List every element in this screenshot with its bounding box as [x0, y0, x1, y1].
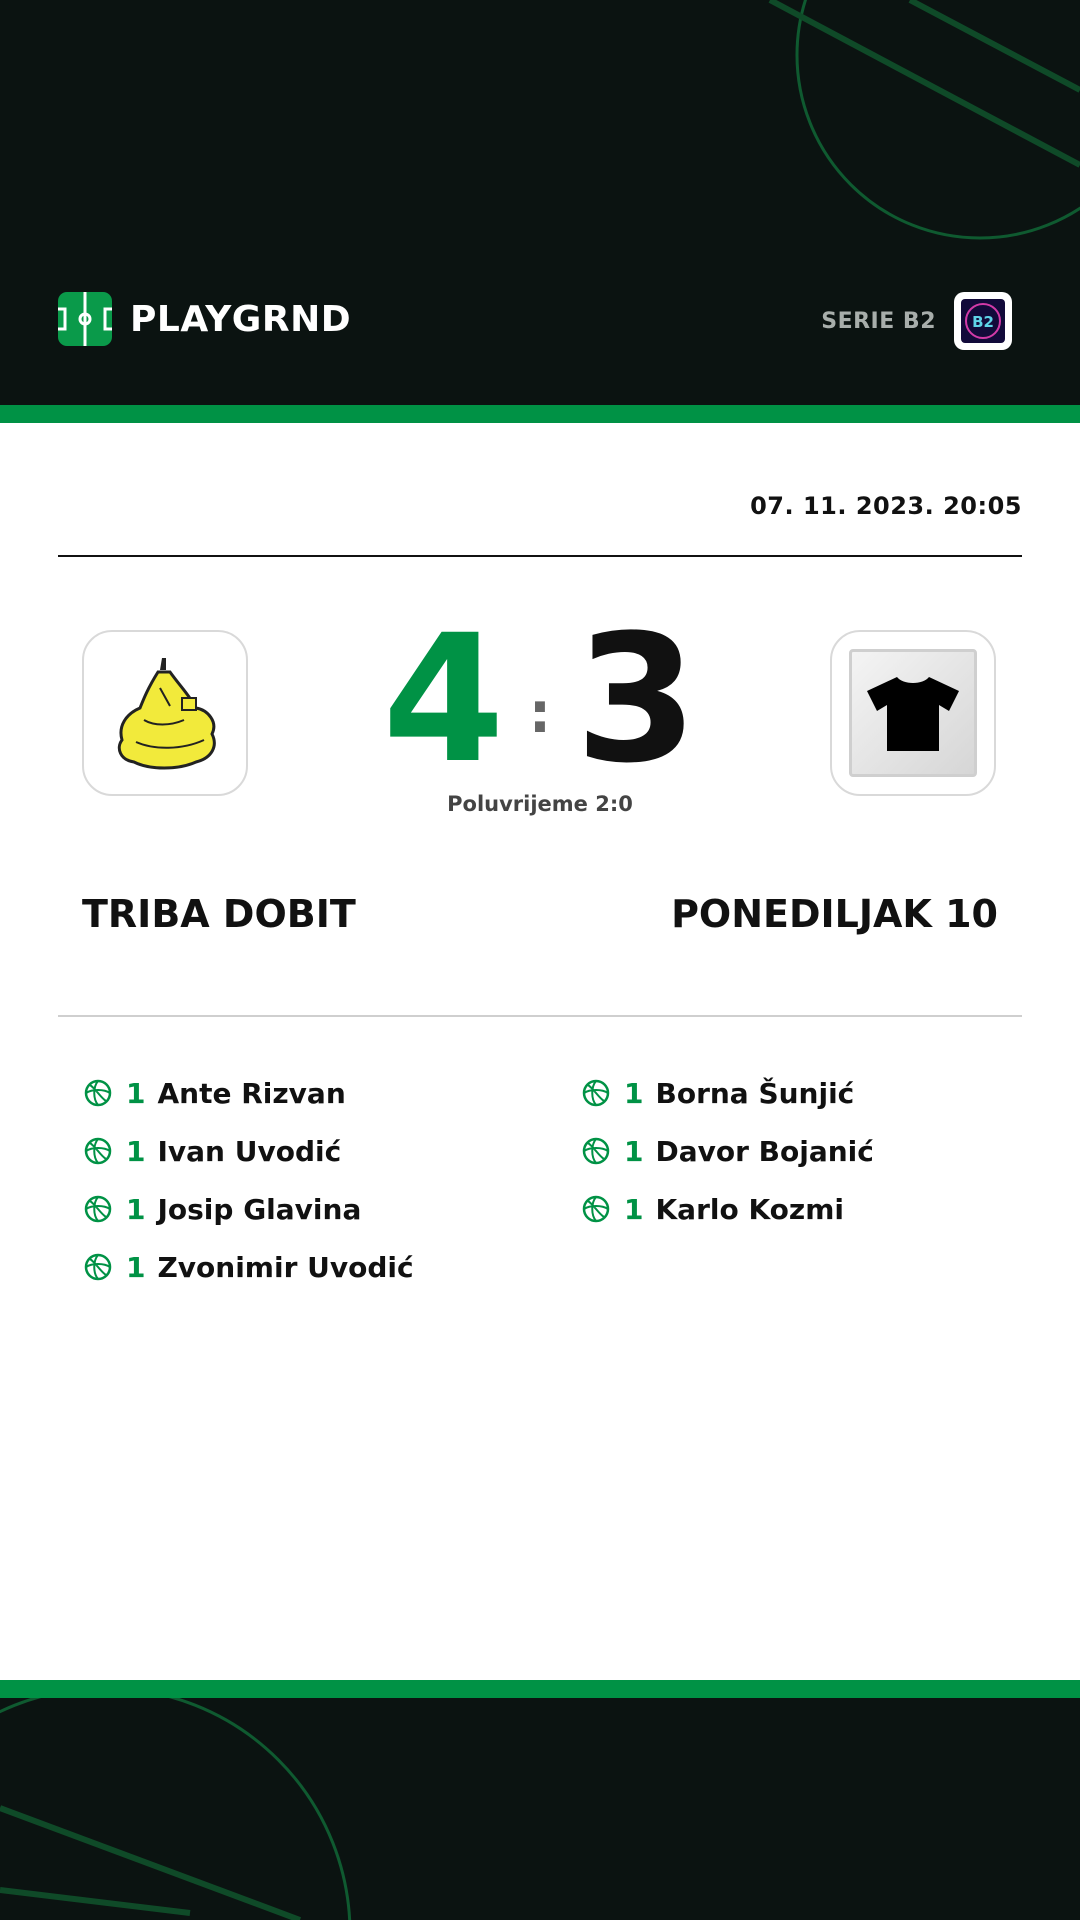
home-team-name[interactable]: TRIBA DOBIT	[82, 892, 356, 936]
pitch-lines-decoration	[0, 1698, 1080, 1920]
scorer-row	[582, 1122, 874, 1180]
scorer-row	[84, 1238, 414, 1296]
scorer-name: Ivan Uvodić	[157, 1134, 342, 1168]
scorer-name: Karlo Kozmi	[655, 1192, 844, 1226]
league-badge-logo	[961, 299, 1005, 343]
footer-accent-stripe	[0, 1680, 1080, 1698]
scorers-divider	[58, 1015, 1022, 1017]
away-score: 3	[575, 597, 698, 802]
goal-count: 1	[126, 1192, 146, 1226]
pitch-icon	[58, 292, 112, 346]
scorer-name: Borna Šunjić	[655, 1076, 855, 1110]
halftime-score: Poluvrijeme 2:0	[447, 792, 633, 816]
home-scorers-list	[84, 1064, 414, 1296]
goal-count: 1	[126, 1076, 146, 1110]
scoreboard	[0, 597, 1080, 802]
goal-count: 1	[126, 1250, 146, 1284]
ball-icon	[582, 1079, 610, 1107]
ball-icon	[84, 1079, 112, 1107]
header-accent-stripe	[0, 405, 1080, 423]
brand[interactable]	[58, 292, 351, 346]
match-date: 07. 11. 2023. 20:05	[750, 492, 1022, 520]
date-divider	[58, 555, 1022, 557]
header-band	[0, 0, 1080, 405]
goal-count: 1	[624, 1134, 644, 1168]
goal-count: 1	[126, 1134, 146, 1168]
league-info[interactable]	[821, 292, 1012, 350]
scorer-name: Davor Bojanić	[655, 1134, 874, 1168]
ball-icon	[84, 1137, 112, 1165]
scorer-row	[582, 1064, 874, 1122]
scorer-row	[582, 1180, 874, 1238]
scorer-name: Zvonimir Uvodić	[157, 1250, 414, 1284]
league-badge-text: B2	[972, 313, 994, 331]
footer-band	[0, 1698, 1080, 1920]
scorer-name: Josip Glavina	[157, 1192, 362, 1226]
league-badge	[954, 292, 1012, 350]
home-score: 4	[382, 597, 505, 802]
goal-count: 1	[624, 1076, 644, 1110]
scorer-row	[84, 1122, 414, 1180]
scorer-row	[84, 1180, 414, 1238]
ball-icon	[582, 1195, 610, 1223]
ball-icon	[84, 1195, 112, 1223]
away-scorers-list	[582, 1064, 874, 1238]
score-separator: :	[528, 680, 552, 746]
ball-icon	[582, 1137, 610, 1165]
league-name: SERIE B2	[821, 308, 936, 334]
away-team-name[interactable]: PONEDILJAK 10	[671, 892, 998, 936]
brand-name: PLAYGRND	[130, 298, 352, 340]
goal-count: 1	[624, 1192, 644, 1226]
ball-icon	[84, 1253, 112, 1281]
scorer-name: Ante Rizvan	[157, 1076, 346, 1110]
scorer-row	[84, 1064, 414, 1122]
